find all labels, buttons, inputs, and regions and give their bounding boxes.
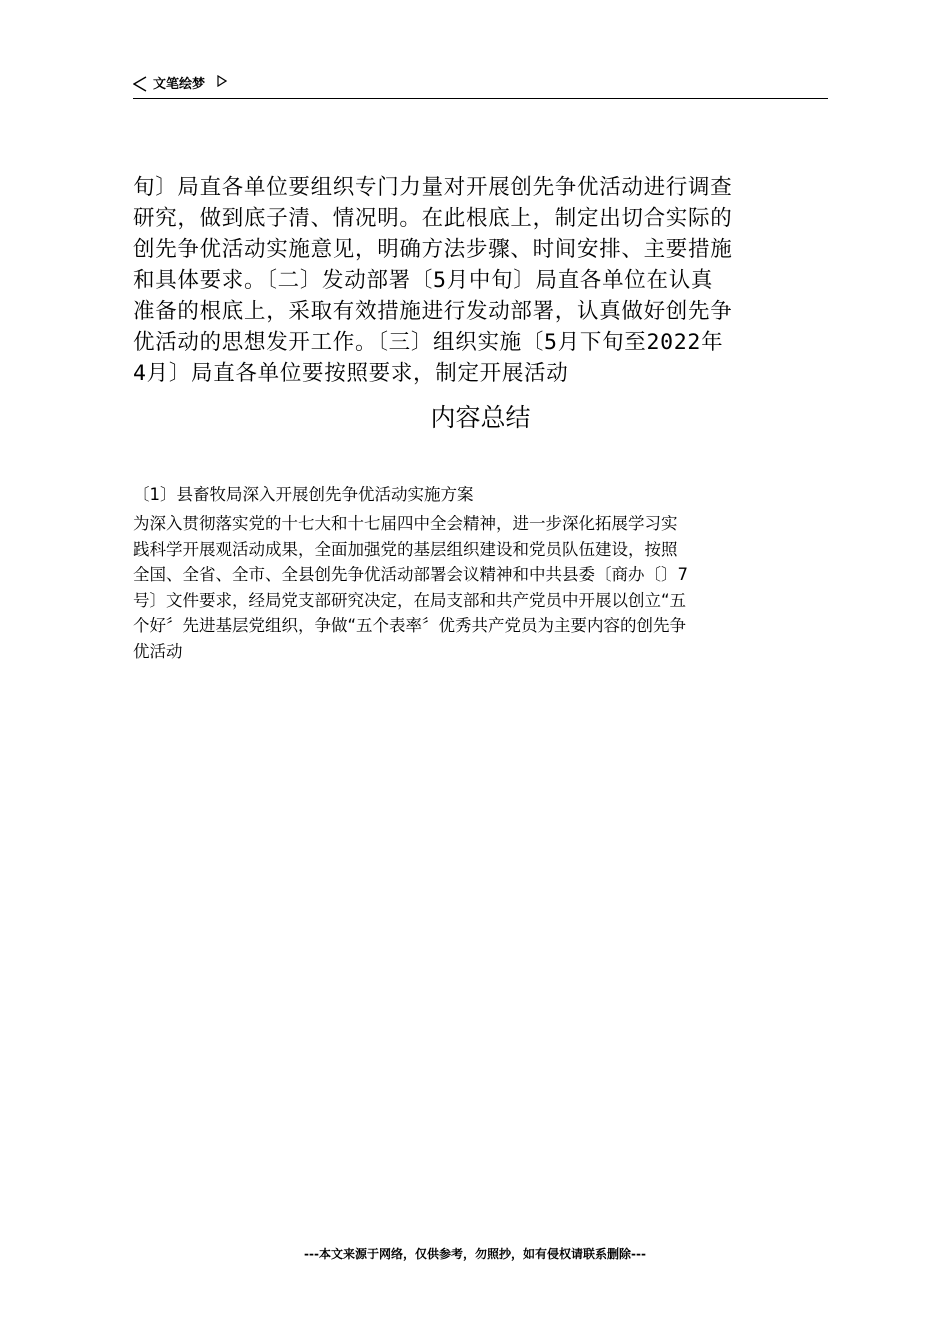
- body-line: 4月〕局直各单位要按照要求，制定开展活动: [133, 361, 569, 386]
- page-header: [133, 74, 828, 99]
- summary-line: 为深入贯彻落实党的十七大和十七届四中全会精神，进一步深化拓展学习实: [133, 514, 678, 533]
- body-line: 研究，做到底子清、情况明。在此根底上，制定出切合实际的: [133, 206, 733, 231]
- summary-paragraph: [133, 511, 828, 664]
- summary-line: 个好〞先进基层党组织，争做“五个表率〞优秀共产党员为主要内容的创先争: [133, 616, 687, 635]
- body-line: 旬〕局直各单位要组织专门力量对开展创先争优活动进行调查: [133, 175, 733, 200]
- body-line: 准备的根底上，采取有效措施进行发动部署，认真做好创先争: [133, 299, 733, 324]
- summary-title: 〔1〕县畜牧局深入开展创先争优活动实施方案: [133, 485, 474, 504]
- summary-line: 践科学开展观活动成果，全面加强党的基层组织建设和党员队伍建设，按照: [133, 539, 678, 559]
- triangle-left-outline-icon: [133, 76, 147, 92]
- summary-line: 优活动: [133, 641, 183, 661]
- footer-disclaimer: ---本文来源于网络，仅供参考，勿照抄，如有侵权请联系删除---: [304, 1247, 646, 1261]
- body-line: 优活动的思想发开工作。〔三〕组织实施〔5月下旬至2022年: [133, 330, 724, 355]
- body-paragraph: [133, 172, 828, 389]
- header-title: 文笔绘梦: [153, 77, 206, 92]
- section-title: 内容总结: [430, 403, 531, 432]
- body-line: 创先争优活动实施意见，明确方法步骤、时间安排、主要措施: [133, 237, 733, 262]
- summary-line: 全国、全省、全市、全县创先争优活动部署会议精神和中共县委〔商办〔〕7: [133, 565, 688, 584]
- body-line: 和具体要求。〔二〕发动部署〔5月中旬〕局直各单位在认真: [133, 268, 714, 293]
- triangle-right-outline-icon: [217, 75, 227, 87]
- summary-line: 号〕文件要求，经局党支部研究决定，在局支部和共产党员中开展以创立“五: [133, 590, 687, 610]
